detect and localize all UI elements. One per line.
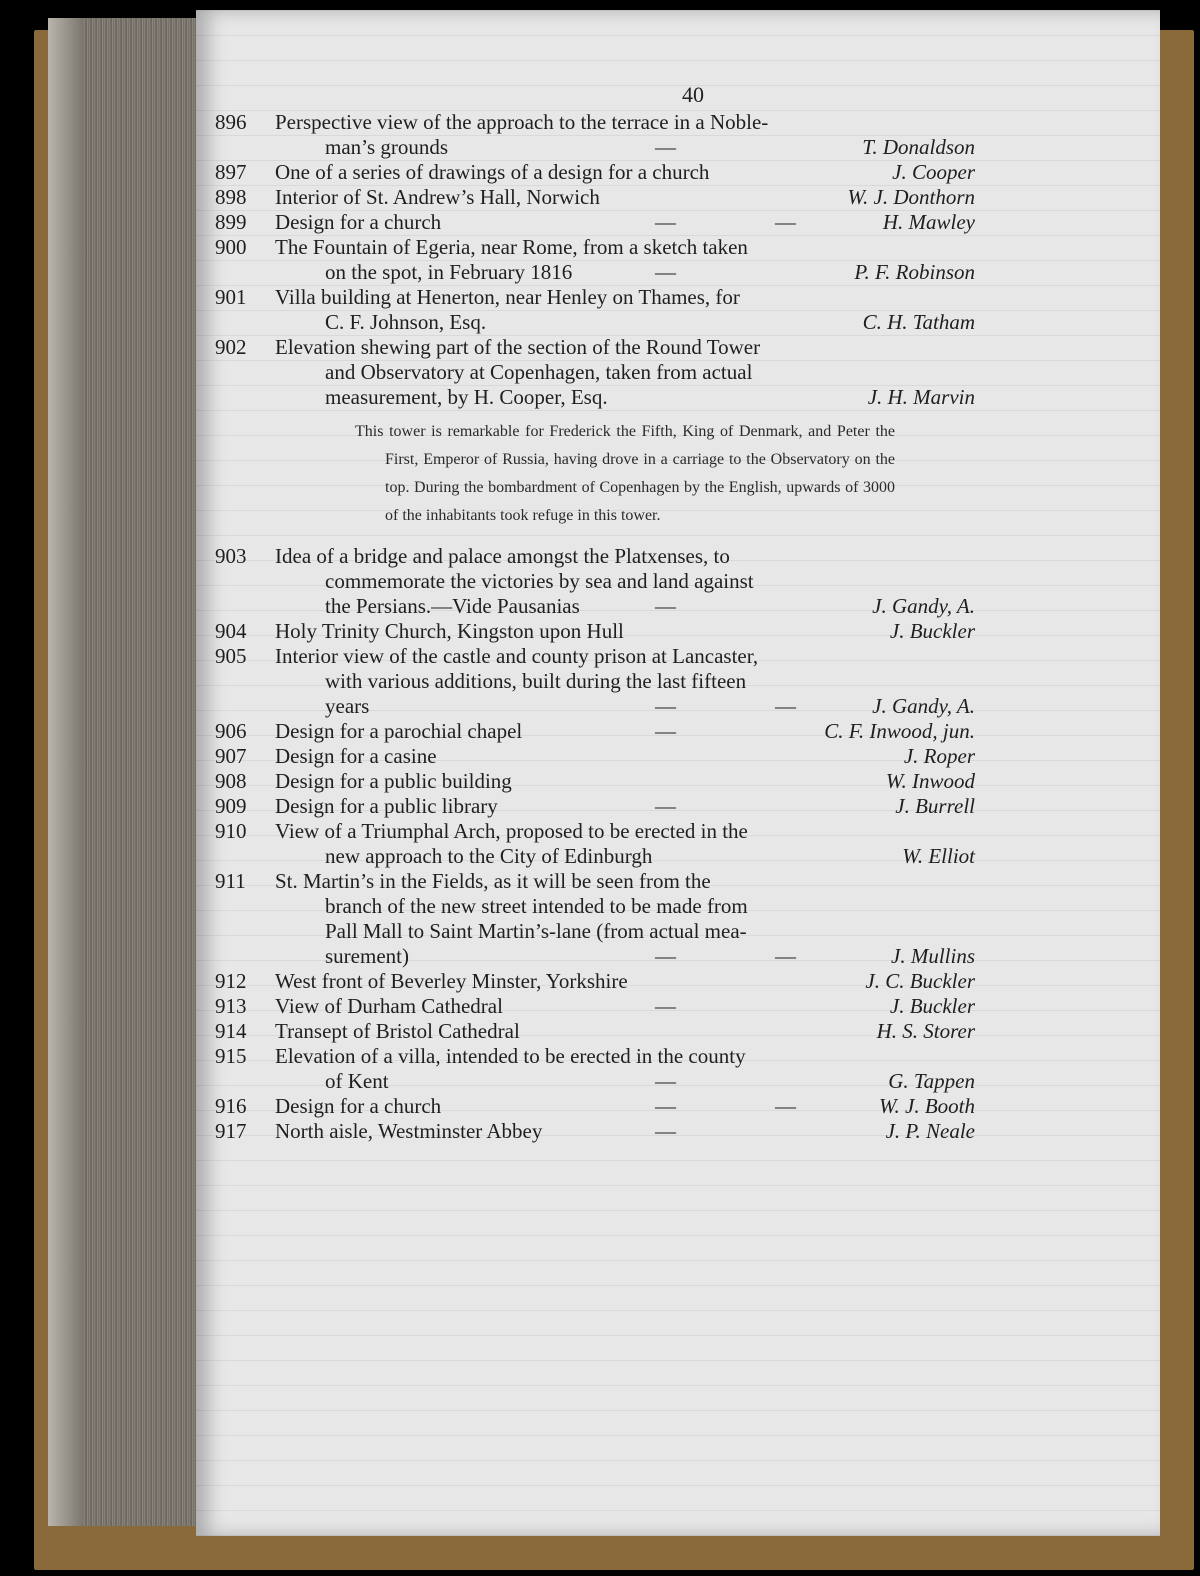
entry-artist: C. H. Tatham xyxy=(862,310,975,334)
entry-line xyxy=(215,769,975,794)
entry-line xyxy=(215,544,975,569)
catalogue-entry xyxy=(215,769,975,794)
catalogue-entry xyxy=(215,1119,975,1144)
entry-number: 908 xyxy=(215,769,247,793)
entry-number: 915 xyxy=(215,1044,247,1068)
entry-title: Design for a parochial chapel xyxy=(275,719,523,743)
entry-line xyxy=(215,844,975,869)
entry-line xyxy=(215,794,975,819)
leader-dash: — xyxy=(655,719,676,743)
entry-title: View of Durham Cathedral xyxy=(275,994,503,1018)
entry-line xyxy=(215,185,975,210)
page-number: 40 xyxy=(682,82,704,107)
leader-dash: — xyxy=(655,694,676,718)
catalogue-entry xyxy=(215,869,975,969)
entry-line xyxy=(215,335,975,360)
entry-line xyxy=(215,210,975,235)
entry-line xyxy=(215,944,975,969)
entry-title: Interior of St. Andrew’s Hall, Norwich xyxy=(275,185,600,209)
entry-title: Elevation of a villa, intended to be erected in the county xyxy=(275,1044,746,1068)
leader-dash: — xyxy=(655,1119,676,1143)
catalogue-entry xyxy=(215,969,975,994)
entry-artist: J. Cooper xyxy=(892,160,975,184)
leader-dash: — xyxy=(775,944,796,968)
leader-dash: — xyxy=(655,944,676,968)
entry-number: 906 xyxy=(215,719,247,743)
footnote: This tower is remarkable for Frederick the Fifth, King of Denmark, and Peter the First, Emperor of Russia, having drove in a carriage to the Observatory on the top. During the bombardment of Copenhagen by the English, upwards of 3000 of the inhabitants took refuge in this tower. xyxy=(355,423,895,524)
entry-title: commemorate the victories by sea and land against xyxy=(325,569,754,593)
catalogue-entry xyxy=(215,285,975,335)
entry-line xyxy=(215,744,975,769)
entry-artist: H. Mawley xyxy=(882,210,975,234)
entry-line xyxy=(215,594,975,619)
entry-number: 911 xyxy=(215,869,246,893)
entry-title: Design for a public building xyxy=(275,769,512,793)
leader-dash: — xyxy=(655,210,676,234)
leader-dash: — xyxy=(655,994,676,1018)
entry-title: branch of the new street intended to be made from xyxy=(325,894,748,918)
entry-number: 910 xyxy=(215,819,247,843)
catalogue-entry xyxy=(215,160,975,185)
entry-title: Design for a casine xyxy=(275,744,437,768)
entry-artist: J. Burrell xyxy=(895,794,975,818)
catalogue-entry xyxy=(215,994,975,1019)
entry-line xyxy=(215,1044,975,1069)
entry-title: the Persians.—Vide Pausanias xyxy=(325,594,580,618)
entry-line xyxy=(215,260,975,285)
entry-number: 899 xyxy=(215,210,247,234)
entry-number: 904 xyxy=(215,619,247,643)
entry-title: Design for a church xyxy=(275,1094,442,1118)
leader-dash: — xyxy=(655,1094,676,1118)
leader-dash: — xyxy=(655,135,676,159)
entry-line xyxy=(215,919,975,944)
entry-line xyxy=(215,869,975,894)
entry-number: 916 xyxy=(215,1094,247,1118)
entry-number: 903 xyxy=(215,544,247,568)
catalogue-entry xyxy=(215,1094,975,1119)
entry-artist: J. Mullins xyxy=(891,944,975,968)
entry-title: Idea of a bridge and palace amongst the Platxenses, to xyxy=(275,544,730,568)
leader-dash: — xyxy=(655,594,676,618)
entry-line xyxy=(215,1019,975,1044)
entry-artist: J. Buckler xyxy=(889,994,975,1018)
leader-dash: — xyxy=(655,1069,676,1093)
catalogue-entry xyxy=(215,819,975,869)
catalogue-entry xyxy=(215,235,975,285)
entry-title: North aisle, Westminster Abbey xyxy=(275,1119,543,1143)
catalogue-entry xyxy=(215,185,975,210)
entry-number: 909 xyxy=(215,794,247,818)
catalogue-entry xyxy=(215,110,975,160)
entry-line xyxy=(215,1119,975,1144)
leader-dash: — xyxy=(775,210,796,234)
entry-number: 912 xyxy=(215,969,247,993)
entry-artist: J. Buckler xyxy=(889,619,975,643)
entry-artist: W. J. Donthorn xyxy=(847,185,975,209)
page-edges-highlight xyxy=(48,18,84,1526)
entry-title: Interior view of the castle and county prison at Lancaster, xyxy=(275,644,759,668)
entry-title: Design for a public library xyxy=(275,794,498,818)
catalogue-entry xyxy=(215,1019,975,1044)
catalogue-entry xyxy=(215,744,975,769)
entry-title: Holy Trinity Church, Kingston upon Hull xyxy=(275,619,624,643)
entry-number: 917 xyxy=(215,1119,247,1143)
entry-number: 914 xyxy=(215,1019,247,1043)
catalogue-entry xyxy=(215,619,975,644)
entry-artist: W. J. Booth xyxy=(878,1094,975,1118)
entry-number: 896 xyxy=(215,110,247,134)
entry-line xyxy=(215,110,975,135)
entry-line xyxy=(215,360,975,385)
entry-number: 901 xyxy=(215,285,247,309)
entry-title: West front of Beverley Minster, Yorkshire xyxy=(275,969,628,993)
entry-title: and Observatory at Copenhagen, taken from actual xyxy=(325,360,753,384)
entry-title: with various additions, built during the last fifteen xyxy=(325,669,747,693)
entry-title: Design for a church xyxy=(275,210,442,234)
entry-title: years xyxy=(325,694,370,718)
entry-line xyxy=(215,719,975,744)
leader-dash: — xyxy=(775,1094,796,1118)
leader-dash: — xyxy=(655,794,676,818)
entry-title: man’s grounds xyxy=(325,135,449,159)
entry-artist: J. P. Neale xyxy=(885,1119,975,1143)
entry-artist: P. F. Robinson xyxy=(854,260,975,284)
entry-line xyxy=(215,135,975,160)
entry-artist: J. H. Marvin xyxy=(867,385,975,409)
entry-line xyxy=(215,694,975,719)
entry-title: Perspective view of the approach to the terrace in a Noble- xyxy=(275,110,769,134)
page-edges xyxy=(48,18,208,1526)
catalogue-entry xyxy=(215,644,975,719)
entry-title: The Fountain of Egeria, near Rome, from a sketch taken xyxy=(275,235,748,259)
entry-number: 902 xyxy=(215,335,247,359)
catalogue-entry xyxy=(215,544,975,619)
catalogue-entry xyxy=(215,335,975,410)
entry-number: 898 xyxy=(215,185,247,209)
entry-title: Villa building at Henerton, near Henley on Thames, for xyxy=(275,285,740,309)
entry-artist: W. Inwood xyxy=(885,769,975,793)
entry-line xyxy=(215,1069,975,1094)
entry-number: 907 xyxy=(215,744,247,768)
entry-line xyxy=(215,235,975,260)
entry-title: Pall Mall to Saint Martin’s-lane (from actual mea- xyxy=(325,919,747,943)
entry-artist: W. Elliot xyxy=(902,844,975,868)
entry-title: measurement, by H. Cooper, Esq. xyxy=(325,385,608,409)
entry-title: on the spot, in February 1816 xyxy=(325,260,573,284)
entry-artist: C. F. Inwood, jun. xyxy=(824,719,975,743)
entry-line xyxy=(215,310,975,335)
entry-title: Transept of Bristol Cathedral xyxy=(275,1019,520,1043)
entry-line xyxy=(215,894,975,919)
entry-line xyxy=(215,969,975,994)
entry-line xyxy=(215,385,975,410)
entry-artist: G. Tappen xyxy=(888,1069,975,1093)
catalogue-entry xyxy=(215,210,975,235)
entry-title: C. F. Johnson, Esq. xyxy=(325,310,487,334)
entry-title: One of a series of drawings of a design for a church xyxy=(275,160,710,184)
entry-title: St. Martin’s in the Fields, as it will be seen from the xyxy=(275,869,711,893)
entry-line xyxy=(215,1094,975,1119)
entry-title: View of a Triumphal Arch, proposed to be erected in the xyxy=(275,819,748,843)
entry-line xyxy=(215,644,975,669)
catalogue-entry xyxy=(215,719,975,744)
entry-line xyxy=(215,994,975,1019)
entry-title: new approach to the City of Edinburgh xyxy=(325,844,653,868)
catalogue-entry xyxy=(215,794,975,819)
entry-title: surement) xyxy=(325,944,409,968)
entry-line xyxy=(215,669,975,694)
catalogue-entries xyxy=(215,110,975,1144)
entry-number: 897 xyxy=(215,160,247,184)
entry-line xyxy=(215,819,975,844)
entry-artist: J. Gandy, A. xyxy=(872,694,975,718)
entry-artist: J. Gandy, A. xyxy=(872,594,975,618)
entry-line xyxy=(215,160,975,185)
entry-artist: J. C. Buckler xyxy=(865,969,975,993)
entry-title: of Kent xyxy=(325,1069,389,1093)
entry-number: 900 xyxy=(215,235,247,259)
entry-line xyxy=(215,569,975,594)
entry-title: Elevation shewing part of the section of the Round Tower xyxy=(275,335,761,359)
entry-line xyxy=(215,619,975,644)
entry-number: 905 xyxy=(215,644,247,668)
entry-artist: T. Donaldson xyxy=(862,135,975,159)
entry-number: 913 xyxy=(215,994,247,1018)
leader-dash: — xyxy=(655,260,676,284)
leader-dash: — xyxy=(775,694,796,718)
entry-artist: H. S. Storer xyxy=(876,1019,975,1043)
entry-line xyxy=(215,285,975,310)
entry-artist: J. Roper xyxy=(903,744,975,768)
catalogue-entry xyxy=(215,1044,975,1094)
